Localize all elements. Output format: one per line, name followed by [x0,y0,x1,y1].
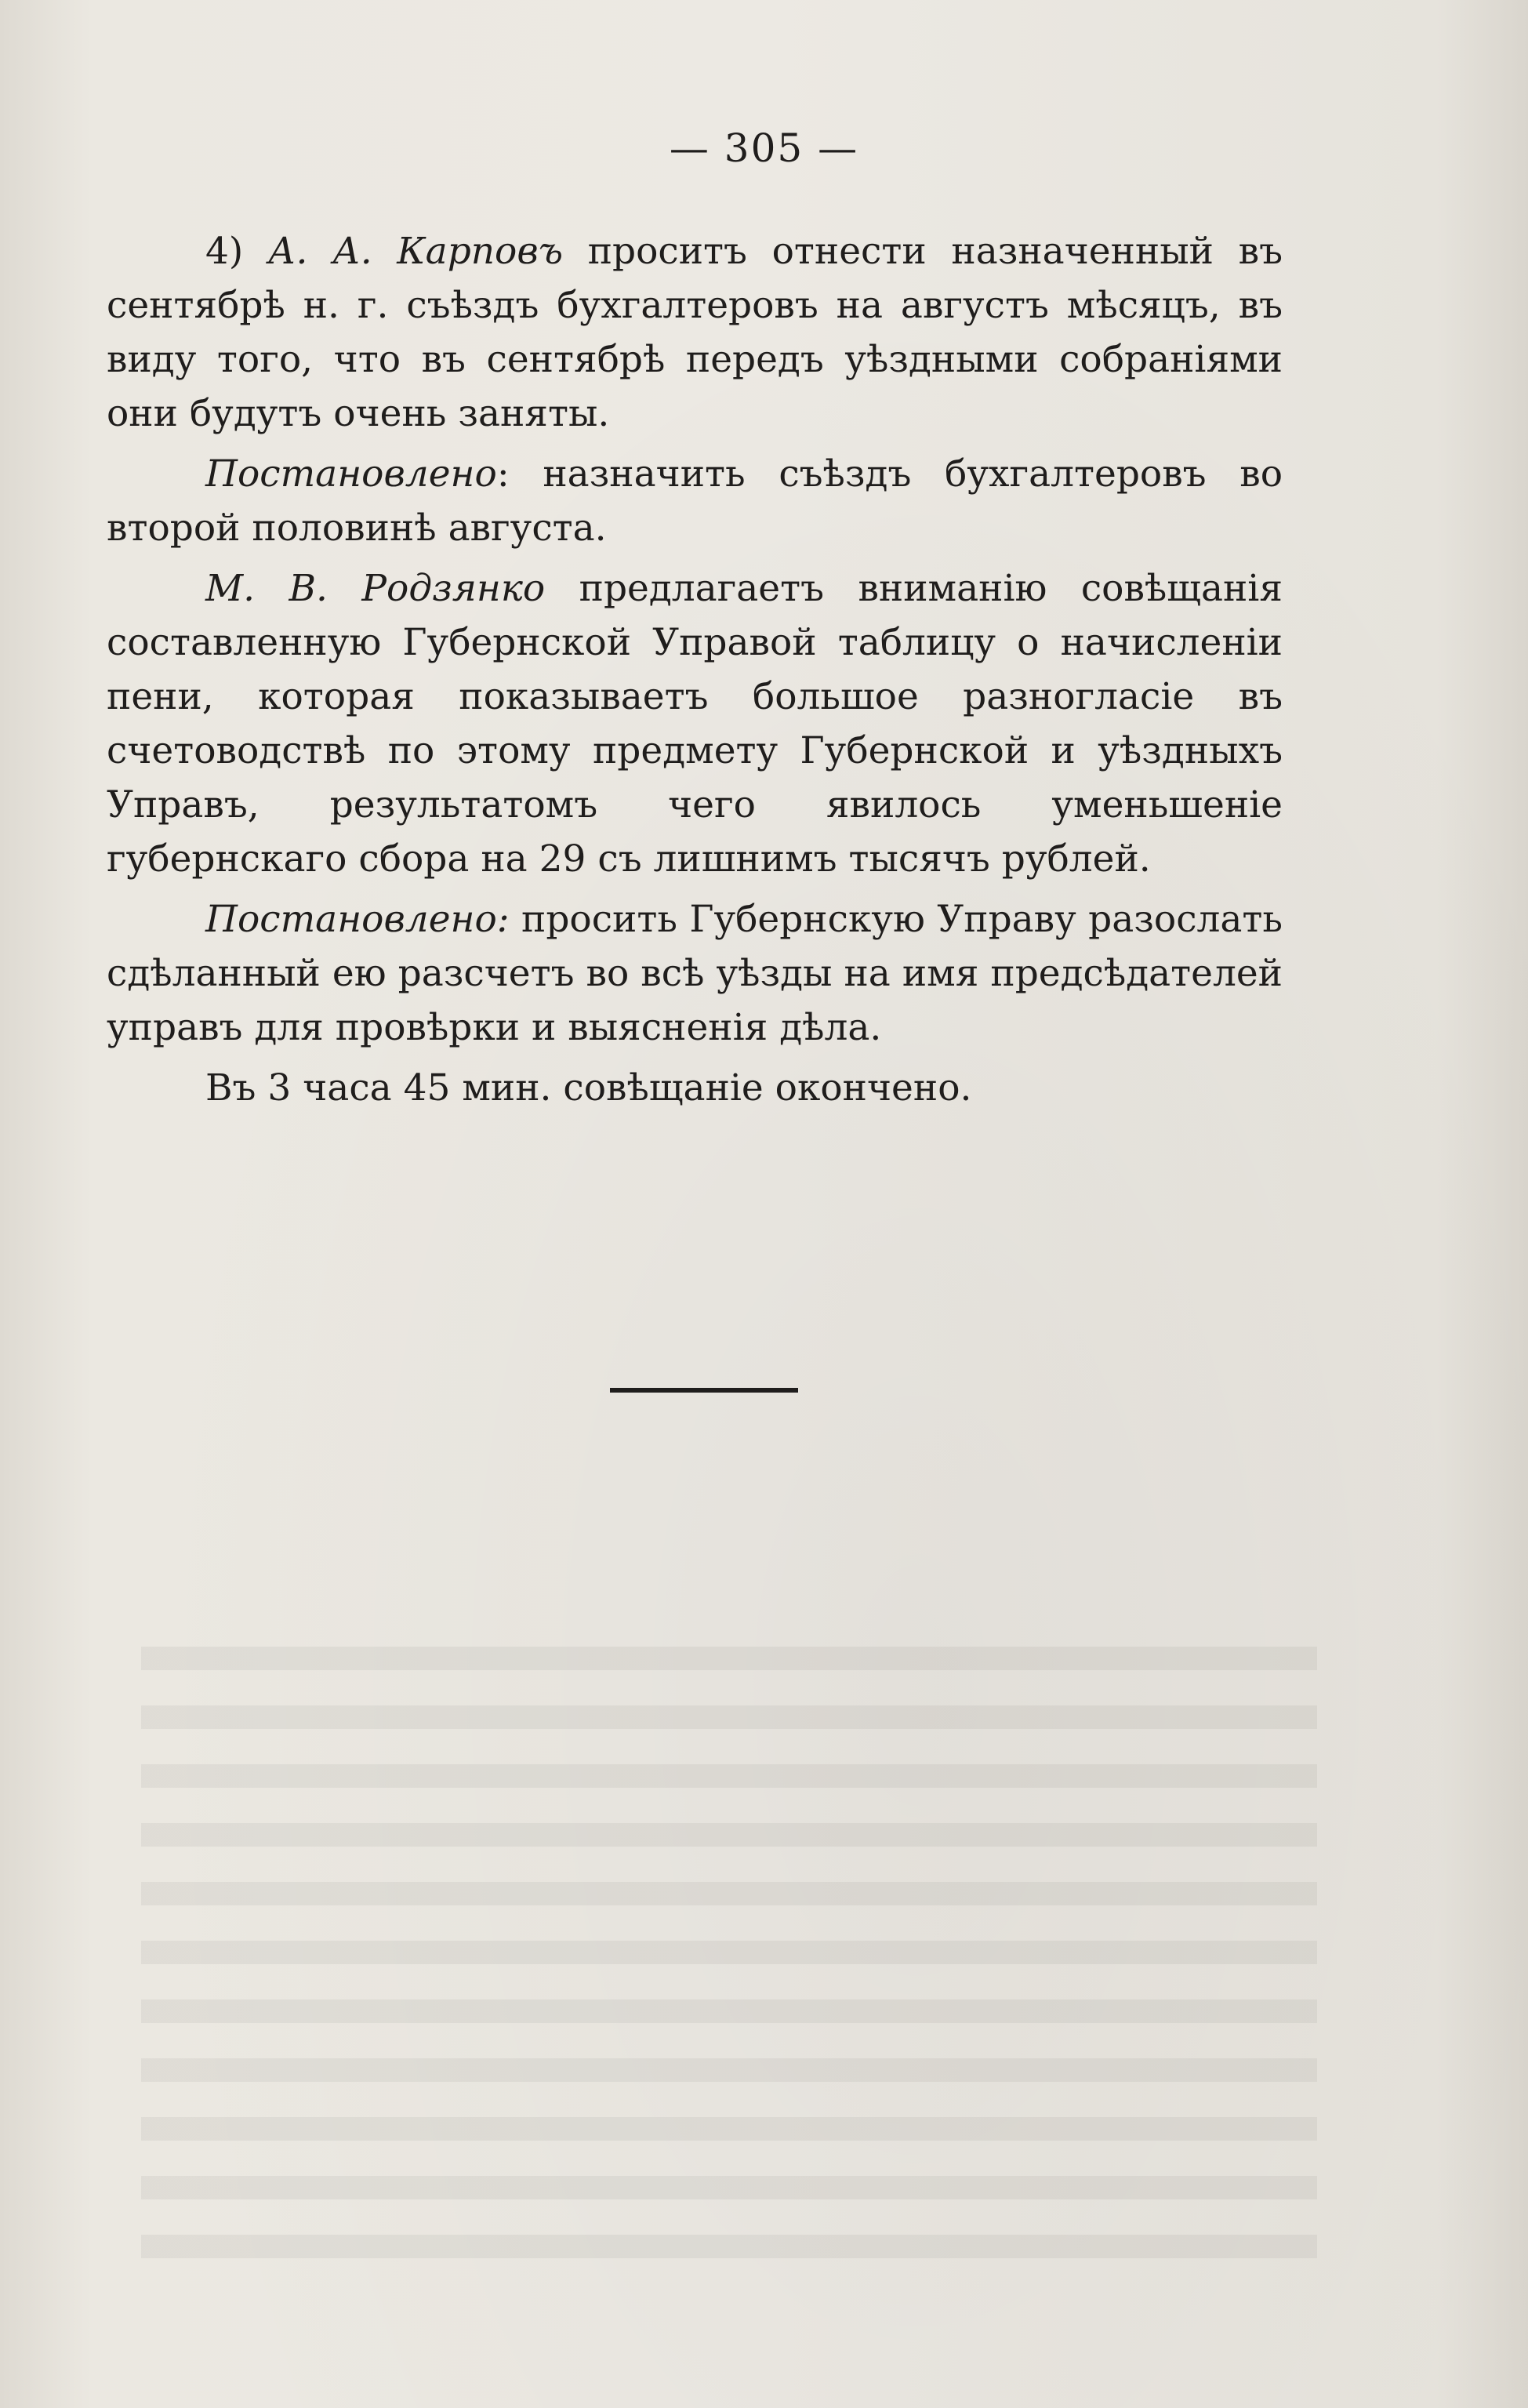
paragraph [107,892,1283,1055]
paragraph-text: : назначить съѣздъ бухгалтеровъ во второй половинѣ августа. [107,452,1283,550]
paragraph-text: предлагаетъ вниманію совѣщанія составленную Губернской Управой таблицу о начисленіи пени, которая показываетъ большое разногласіе въ счетоводствѣ по этому предмету Губернской и уѣздныхъ Управъ, результатомъ чего явилось уменьшеніе губернскаго сбора на 29 съ лишнимъ тысячъ рублей. [107,567,1283,881]
page-number: — 305 — [669,125,859,171]
bleed-through [141,1647,1317,2274]
resolution-label: Постановлено: [205,898,510,941]
paragraph-lead: 4) [205,230,268,273]
paragraph [107,1061,1283,1115]
paragraph [107,447,1283,555]
paragraph-text: просить Губернскую Управу разослать сдѣланный ею разсчетъ во всѣ уѣзды на имя предсѣдателей управъ для провѣрки и выясненія дѣла. [107,898,1283,1049]
speaker-name: М. В. Родзянко [205,567,546,610]
speaker-name: А. А. Карповъ [267,230,564,273]
resolution-label: Постановлено [205,452,497,496]
section-divider [610,1388,798,1393]
body-text [107,224,1283,1115]
closing-line: Въ 3 часа 45 мин. совѣщаніе окончено. [205,1066,972,1110]
paragraph [107,224,1283,441]
paragraph [107,561,1283,886]
paragraph-text: проситъ отнести назначенный въ сентябрѣ н. г. съѣздъ бухгалтеровъ на августъ мѣсяцъ, въ виду того, что въ сентябрѣ передъ уѣздными собраніями они будутъ очень заняты. [107,230,1283,435]
